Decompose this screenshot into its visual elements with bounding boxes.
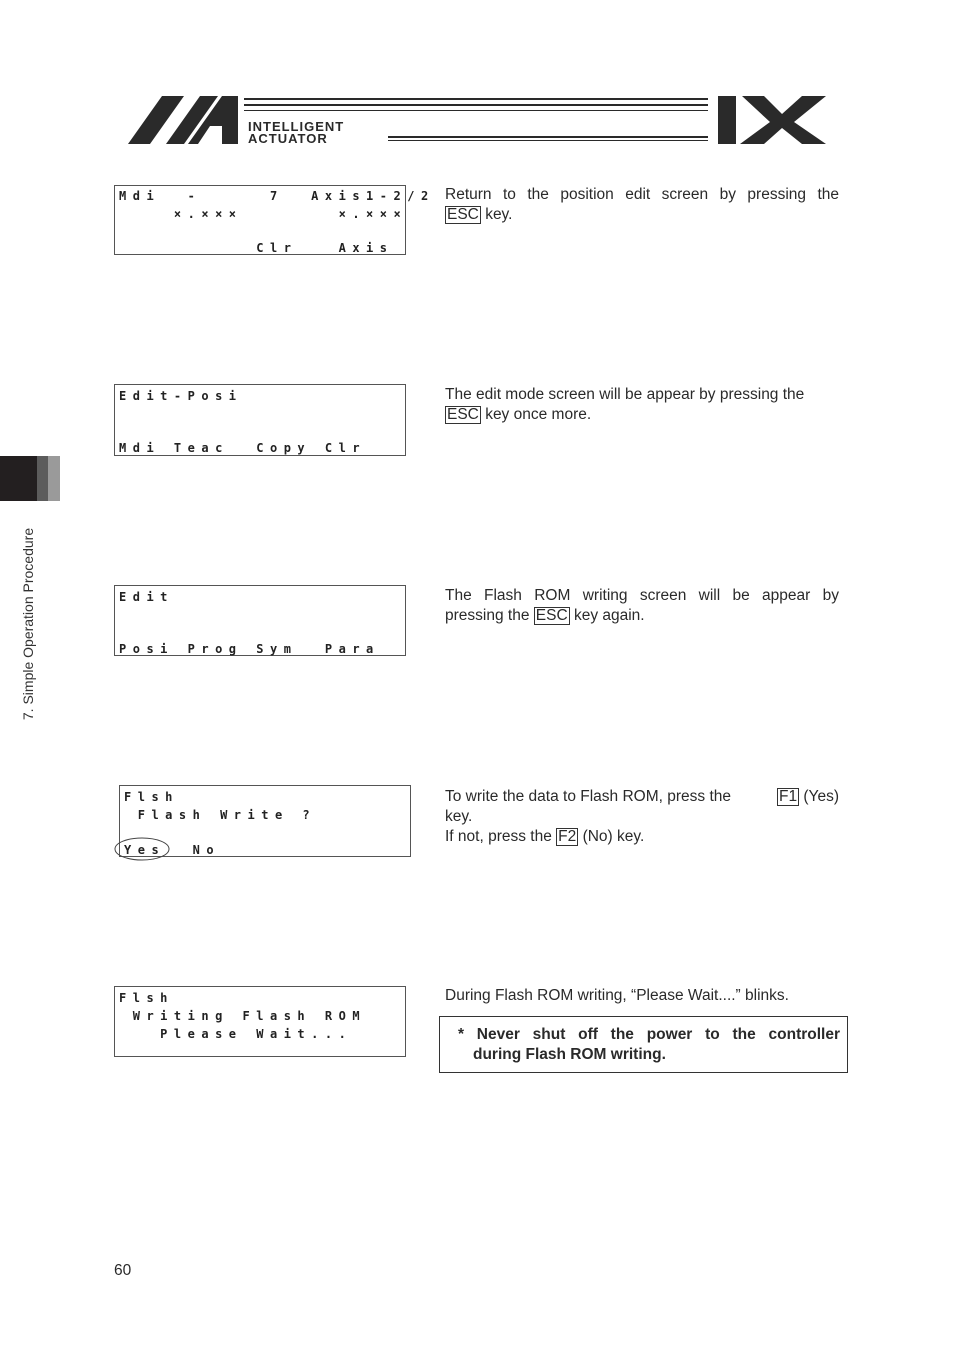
desc-text: If not, press the (445, 828, 552, 845)
lcd-line: Flsh (119, 991, 174, 1005)
lcd-line: Flash Write ? (124, 808, 317, 822)
desc-text: key. (485, 206, 513, 223)
desc-text: key once more. (485, 406, 592, 423)
desc-text: The Flash ROM writing screen will be appear by (445, 587, 839, 604)
lcd-line: Yes No (124, 843, 221, 857)
desc-text: (Yes) (803, 788, 839, 805)
warning-box (439, 1016, 848, 1073)
brand-line-2: ACTUATOR (248, 131, 328, 146)
lcd-screen-edit (114, 585, 406, 656)
lcd-line: Edit (119, 590, 174, 604)
esc-key-label: ESC (447, 206, 479, 223)
ia-logo-icon (126, 92, 830, 148)
desc-text: The edit mode screen will be appear by pressing the (445, 386, 805, 403)
lcd-line: Please Wait... (119, 1027, 353, 1041)
lcd-screen-writing-flash (114, 986, 406, 1057)
desc-text: key again. (573, 607, 645, 624)
desc-text: During Flash ROM writing, “Please Wait....” blinks. (445, 987, 789, 1004)
description-5 (445, 986, 839, 1006)
lcd-line: Flsh (124, 790, 179, 804)
f2-key-label: F2 (558, 828, 577, 845)
esc-key-label: ESC (535, 607, 568, 624)
lcd-line: Mdi - 7 Axis1-2/2 (119, 189, 435, 203)
desc-text: Return to the position edit screen by pressing the (445, 186, 839, 203)
desc-text: (No) key. (582, 828, 645, 845)
f1-key-label: F1 (778, 788, 798, 805)
lcd-line: Writing Flash ROM (119, 1009, 367, 1023)
brand-line-1: INTELLIGENT (248, 119, 345, 134)
warning-line-1: * Never shut off the power to the controller (458, 1026, 840, 1043)
description-3 (445, 586, 839, 626)
description-2 (445, 385, 839, 425)
esc-key-label: ESC (447, 406, 479, 423)
desc-text: To write the data to Flash ROM, press the (445, 788, 732, 805)
yes-highlight-ellipse (112, 836, 172, 862)
lcd-screen-edit-posi (114, 384, 406, 456)
description-1 (445, 185, 839, 225)
description-4 (445, 787, 839, 847)
chapter-tab (0, 456, 60, 501)
chapter-label: 7. Simple Operation Procedure (20, 527, 36, 721)
lcd-line: Mdi Teac Copy Clr (119, 441, 367, 455)
lcd-line: ×.××× ×.××× (119, 207, 408, 221)
lcd-line: Edit-Posi (119, 389, 243, 403)
lcd-screen-mdi (114, 185, 435, 255)
page-number: 60 (114, 1262, 132, 1279)
desc-text: pressing the (445, 607, 530, 624)
lcd-line: Posi Prog Sym Para (119, 642, 380, 656)
lcd-line: Clr Axis (119, 241, 394, 255)
desc-text: key. (445, 808, 473, 825)
warning-line-2: during Flash ROM writing. (473, 1046, 666, 1063)
